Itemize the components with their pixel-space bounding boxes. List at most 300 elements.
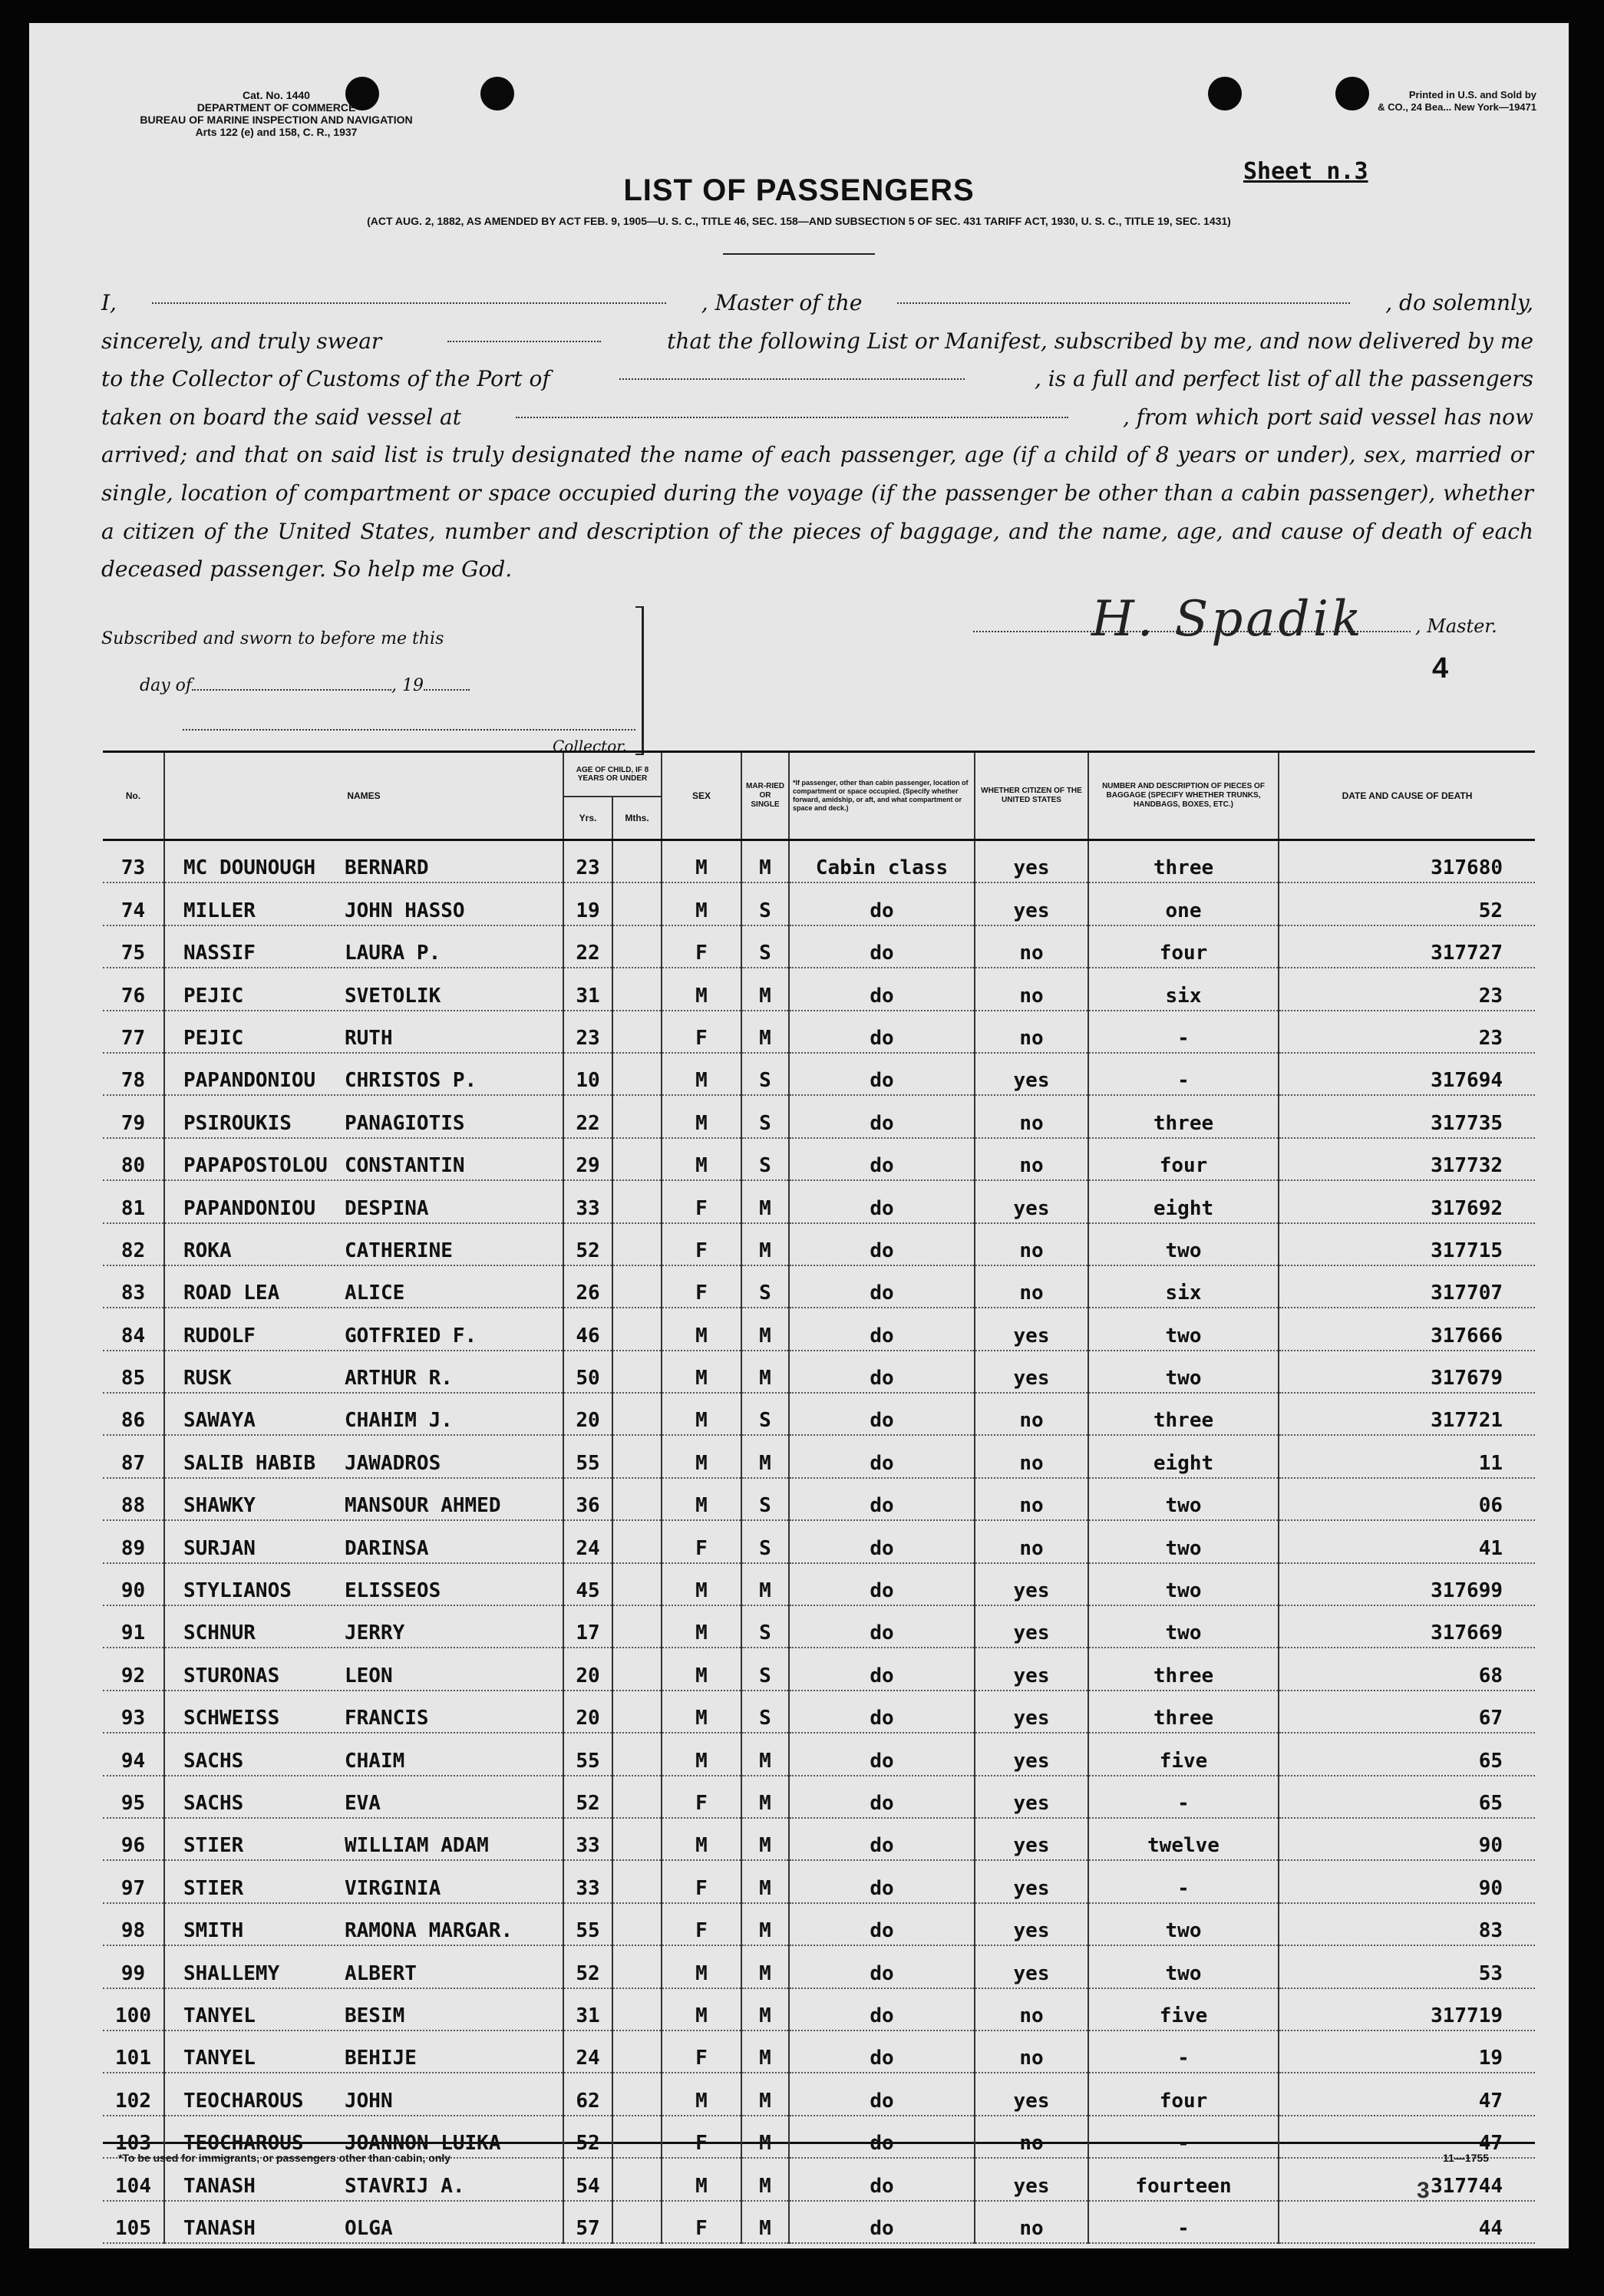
sex: F [662, 2201, 741, 2243]
passenger-name [164, 1095, 563, 1137]
given-name: JOANNON LUIKA [345, 2132, 501, 2156]
surname: SCHNUR [183, 1621, 256, 1645]
compartment-location: do [789, 1520, 975, 1562]
act-reference: (ACT AUG. 2, 1882, AS AMENDED BY ACT FEB. 9, 1905—U. S. C., TITLE 46, SEC. 158—AND SUBSECTION 5 OF SEC. 431 TARIFF ACT, 1930, U. S. C., TITLE 19, SEC. 1431) [367, 215, 1231, 227]
sex: M [662, 1733, 741, 1775]
baggage: two [1088, 1563, 1279, 1605]
surname: SHAWKY [183, 1494, 256, 1518]
age-months [612, 1818, 662, 1860]
passenger-number: 89 [103, 1520, 164, 1562]
age-years: 52 [563, 1223, 612, 1265]
age-months [612, 1138, 662, 1180]
sex: F [662, 1903, 741, 1945]
table-row [103, 2158, 1535, 2200]
age-months [612, 1308, 662, 1350]
marital-status: M [741, 1351, 789, 1393]
date-cause-of-death: 23 [1279, 968, 1535, 1010]
footnote: *To be used for immigrants, or passengers other than cabin, only [118, 2152, 451, 2164]
department-header [115, 89, 437, 138]
us-citizen: no [975, 2116, 1088, 2158]
compartment-location: do [789, 1945, 975, 1988]
sex: M [662, 968, 741, 1010]
age-months [612, 882, 662, 925]
marital-status: M [741, 1435, 789, 1477]
table-row [103, 2073, 1535, 2115]
baggage: two [1088, 1478, 1279, 1520]
us-citizen: no [975, 925, 1088, 968]
marital-status: S [741, 1478, 789, 1520]
given-name: MANSOUR AHMED [345, 1494, 501, 1518]
passenger-name [164, 1265, 563, 1308]
passenger-name [164, 1435, 563, 1477]
passenger-number: 85 [103, 1351, 164, 1393]
table-row [103, 2030, 1535, 2073]
date-cause-of-death: 53 [1279, 1945, 1535, 1988]
passenger-number: 84 [103, 1308, 164, 1350]
sex: F [662, 1860, 741, 1902]
passenger-name [164, 1860, 563, 1902]
baggage: four [1088, 925, 1279, 968]
sex: M [662, 1351, 741, 1393]
compartment-location: do [789, 1903, 975, 1945]
date-cause-of-death: 19 [1279, 2030, 1535, 2073]
passenger-name [164, 1138, 563, 1180]
passenger-number: 99 [103, 1945, 164, 1988]
table-row [103, 1308, 1535, 1350]
table-row [103, 1563, 1535, 1605]
baggage: eight [1088, 1180, 1279, 1222]
age-years: 45 [563, 1563, 612, 1605]
surname: TANASH [183, 2174, 256, 2198]
age-years: 55 [563, 1733, 612, 1775]
compartment-location: do [789, 1095, 975, 1137]
compartment-location: do [789, 1223, 975, 1265]
punch-hole [480, 77, 514, 111]
passenger-number: 75 [103, 925, 164, 968]
passenger-number: 74 [103, 882, 164, 925]
date-cause-of-death: 65 [1279, 1733, 1535, 1775]
compartment-location: do [789, 1138, 975, 1180]
compartment-location: do [789, 2201, 975, 2243]
compartment-location: do [789, 1351, 975, 1393]
passenger-name [164, 925, 563, 968]
sex: F [662, 2116, 741, 2158]
us-citizen: yes [975, 1605, 1088, 1648]
baggage: three [1088, 1648, 1279, 1690]
given-name: BEHIJE [345, 2047, 417, 2070]
surname: SALIB HABIB [183, 1451, 316, 1475]
passenger-name [164, 1351, 563, 1393]
age-years: 20 [563, 1648, 612, 1690]
passenger-number: 95 [103, 1776, 164, 1818]
passenger-name [164, 1605, 563, 1648]
age-months [612, 1180, 662, 1222]
us-citizen: yes [975, 1563, 1088, 1605]
collector-signature-line [183, 729, 635, 731]
compartment-location: do [789, 1733, 975, 1775]
table-row [103, 1095, 1535, 1137]
passenger-number: 86 [103, 1393, 164, 1435]
passenger-name [164, 2201, 563, 2243]
baggage: two [1088, 1903, 1279, 1945]
given-name: BESIM [345, 2004, 405, 2027]
given-name: ALBERT [345, 1961, 417, 1985]
compartment-location: do [789, 1478, 975, 1520]
baggage: four [1088, 2073, 1279, 2115]
age-years: 52 [563, 1776, 612, 1818]
passenger-name [164, 1691, 563, 1733]
date-cause-of-death: 317744 [1279, 2158, 1535, 2200]
marital-status: M [741, 1180, 789, 1222]
sex: M [662, 1988, 741, 2030]
marital-status: S [741, 882, 789, 925]
age-months [612, 1351, 662, 1393]
surname: PAPANDONIOU [183, 1069, 316, 1093]
baggage: four [1088, 1138, 1279, 1180]
us-citizen: yes [975, 1776, 1088, 1818]
form-number: 11—1755 [1443, 2152, 1489, 2164]
marital-status: M [741, 1011, 789, 1053]
passenger-number: 102 [103, 2073, 164, 2115]
age-years: 52 [563, 1945, 612, 1988]
age-months [612, 1223, 662, 1265]
compartment-location: do [789, 1563, 975, 1605]
passenger-number: 87 [103, 1435, 164, 1477]
passenger-number: 81 [103, 1180, 164, 1222]
sex: M [662, 1478, 741, 1520]
surname: PAPANDONIOU [183, 1196, 316, 1220]
compartment-location: do [789, 1691, 975, 1733]
date-cause-of-death: 06 [1279, 1478, 1535, 1520]
table-row [103, 1605, 1535, 1648]
age-months [612, 1691, 662, 1733]
age-years: 26 [563, 1265, 612, 1308]
compartment-location: do [789, 1393, 975, 1435]
age-years: 10 [563, 1053, 612, 1095]
passenger-number: 76 [103, 968, 164, 1010]
compartment-location: do [789, 1011, 975, 1053]
compartment-location: do [789, 1605, 975, 1648]
col-header-no: No. [103, 753, 164, 840]
passenger-number: 91 [103, 1605, 164, 1648]
given-name: BERNARD [345, 856, 429, 880]
departure-port-field [516, 398, 1068, 418]
given-name: JOHN HASSO [345, 899, 465, 922]
us-citizen: yes [975, 882, 1088, 925]
marital-status: M [741, 2158, 789, 2200]
sex: M [662, 1393, 741, 1435]
us-citizen: yes [975, 1648, 1088, 1690]
age-years: 46 [563, 1308, 612, 1350]
baggage: two [1088, 1308, 1279, 1350]
date-cause-of-death: 90 [1279, 1818, 1535, 1860]
age-months [612, 2116, 662, 2158]
age-months [612, 2073, 662, 2115]
baggage: two [1088, 1223, 1279, 1265]
age-years: 31 [563, 968, 612, 1010]
age-months [612, 1648, 662, 1690]
marital-status: S [741, 1605, 789, 1648]
date-field [192, 675, 391, 691]
page-number: 3 [1417, 2178, 1430, 2203]
marital-status: M [741, 1776, 789, 1818]
date-cause-of-death: 317707 [1279, 1265, 1535, 1308]
us-citizen: yes [975, 1351, 1088, 1393]
surname: STIER [183, 1834, 244, 1858]
handwritten-number: 4 [1432, 652, 1449, 685]
sex: F [662, 1011, 741, 1053]
us-citizen: yes [975, 2158, 1088, 2200]
age-months [612, 1520, 662, 1562]
table-row [103, 1351, 1535, 1393]
passenger-number: 105 [103, 2201, 164, 2243]
passenger-name [164, 1520, 563, 1562]
surname: SURJAN [183, 1536, 256, 1560]
bracket [635, 606, 644, 755]
table-row [103, 1945, 1535, 1988]
surname: TANYEL [183, 2004, 256, 2027]
given-name: CHAIM [345, 1749, 405, 1773]
col-header-age [563, 753, 662, 840]
age-months [612, 925, 662, 968]
passenger-number: 92 [103, 1648, 164, 1690]
date-cause-of-death: 23 [1279, 1011, 1535, 1053]
us-citizen: yes [975, 1691, 1088, 1733]
year-label: , 19 [391, 676, 424, 695]
marital-status: M [741, 2073, 789, 2115]
age-months [612, 1563, 662, 1605]
table-row [103, 1478, 1535, 1520]
baggage: two [1088, 1351, 1279, 1393]
col-header-citizen: WHETHER CITIZEN OF THE UNITED STATES [975, 753, 1088, 840]
passenger-name [164, 2073, 563, 2115]
sex: F [662, 1776, 741, 1818]
baggage: fourteen [1088, 2158, 1279, 2200]
age-months [612, 1393, 662, 1435]
sex: F [662, 925, 741, 968]
given-name: STAVRIJ A. [345, 2174, 465, 2198]
us-citizen: yes [975, 1945, 1088, 1988]
date-cause-of-death: 317699 [1279, 1563, 1535, 1605]
passenger-number: 97 [103, 1860, 164, 1902]
oath-text: , is a full and perfect list of all the passengers [1034, 366, 1533, 392]
subscribed-label: Subscribed and sworn to before me this [101, 629, 444, 648]
us-citizen: no [975, 1138, 1088, 1180]
age-years: 20 [563, 1393, 612, 1435]
marital-status: M [741, 1733, 789, 1775]
age-years: 33 [563, 1818, 612, 1860]
sworn-date [140, 675, 470, 695]
sex: M [662, 840, 741, 883]
marital-status: M [741, 1308, 789, 1350]
sex: M [662, 1691, 741, 1733]
given-name: CONSTANTIN [345, 1154, 465, 1178]
given-name: DARINSA [345, 1536, 429, 1560]
compartment-location: do [789, 882, 975, 925]
table-row [103, 925, 1535, 968]
passenger-name [164, 968, 563, 1010]
marital-status: S [741, 1393, 789, 1435]
regulation-reference: Arts 122 (e) and 158, C. R., 1937 [195, 126, 358, 138]
catalog-number: Cat. No. 1440 [243, 89, 310, 101]
surname: ROAD LEA [183, 1282, 280, 1305]
passenger-name [164, 1733, 563, 1775]
surname: TANYEL [183, 2047, 256, 2070]
date-cause-of-death: 68 [1279, 1648, 1535, 1690]
us-citizen: no [975, 1265, 1088, 1308]
passenger-number: 103 [103, 2116, 164, 2158]
table-row [103, 1265, 1535, 1308]
passenger-number: 82 [103, 1223, 164, 1265]
surname: PAPAPOSTOLOU [183, 1154, 328, 1178]
age-years: 24 [563, 2030, 612, 2073]
age-years: 29 [563, 1138, 612, 1180]
passenger-number: 73 [103, 840, 164, 883]
age-months [612, 1903, 662, 1945]
compartment-location: do [789, 1053, 975, 1095]
age-years: 33 [563, 1860, 612, 1902]
age-months [612, 968, 662, 1010]
us-citizen: yes [975, 1818, 1088, 1860]
age-years: 50 [563, 1351, 612, 1393]
compartment-location: do [789, 1818, 975, 1860]
date-cause-of-death: 90 [1279, 1860, 1535, 1902]
passenger-number: 80 [103, 1138, 164, 1180]
marital-status: S [741, 1691, 789, 1733]
col-header-baggage: NUMBER AND DESCRIPTION OF PIECES OF BAGGAGE (SPECIFY WHETHER TRUNKS, HANDBAGS, BOXES, ETC.) [1088, 753, 1279, 840]
given-name: RUTH [345, 1026, 393, 1050]
age-years: 23 [563, 840, 612, 883]
given-name: ELISSEOS [345, 1579, 441, 1603]
age-months [612, 1776, 662, 1818]
us-citizen: yes [975, 1733, 1088, 1775]
passenger-number: 79 [103, 1095, 164, 1137]
table-row [103, 968, 1535, 1010]
oath-text: , Master of the [701, 290, 863, 315]
compartment-location: do [789, 1860, 975, 1902]
date-cause-of-death: 47 [1279, 2116, 1535, 2158]
col-header-death: DATE AND CAUSE OF DEATH [1279, 753, 1535, 840]
us-citizen: yes [975, 1053, 1088, 1095]
passenger-name [164, 1011, 563, 1053]
oath-text: I, [101, 290, 117, 315]
surname: TANASH [183, 2216, 256, 2240]
table-row [103, 2201, 1535, 2243]
age-years: 22 [563, 925, 612, 968]
surname: SACHS [183, 1749, 244, 1773]
surname: TEOCHAROUS [183, 2089, 304, 2113]
marital-status: S [741, 925, 789, 968]
given-name: CHRISTOS P. [345, 1069, 477, 1093]
age-years: 22 [563, 1095, 612, 1137]
given-name: LEON [345, 1664, 393, 1687]
table-row [103, 1393, 1535, 1435]
year-field [424, 675, 470, 691]
passenger-name [164, 1478, 563, 1520]
passenger-number: 77 [103, 1011, 164, 1053]
surname: MILLER [183, 899, 256, 922]
age-years: 55 [563, 1903, 612, 1945]
oath-paragraph [101, 284, 1533, 589]
marital-status: M [741, 1818, 789, 1860]
us-citizen: no [975, 1393, 1088, 1435]
given-name: DESPINA [345, 1196, 429, 1220]
baggage: six [1088, 1265, 1279, 1308]
printer-header [1222, 89, 1536, 114]
table-row [103, 1053, 1535, 1095]
baggage: eight [1088, 1435, 1279, 1477]
us-citizen: no [975, 1223, 1088, 1265]
baggage: five [1088, 1733, 1279, 1775]
marital-status: M [741, 1988, 789, 2030]
age-years: 52 [563, 2116, 612, 2158]
given-name: VIRGINIA [345, 1876, 441, 1900]
date-cause-of-death: 317680 [1279, 840, 1535, 883]
passenger-number: 98 [103, 1903, 164, 1945]
oath-text: taken on board the said vessel at [101, 404, 461, 430]
sex: M [662, 1563, 741, 1605]
date-cause-of-death: 317719 [1279, 1988, 1535, 2030]
age-months [612, 1605, 662, 1648]
passenger-number: 90 [103, 1563, 164, 1605]
age-months [612, 1011, 662, 1053]
table-row [103, 840, 1535, 883]
marital-status: S [741, 1265, 789, 1308]
date-cause-of-death: 67 [1279, 1691, 1535, 1733]
port-field [619, 360, 965, 380]
given-name: GOTFRIED F. [345, 1324, 477, 1348]
passenger-name [164, 1903, 563, 1945]
sex: M [662, 1605, 741, 1648]
vessel-name-field [897, 284, 1350, 304]
table-row [103, 1776, 1535, 1818]
passenger-number: 94 [103, 1733, 164, 1775]
compartment-location: do [789, 2073, 975, 2115]
passenger-name [164, 1988, 563, 2030]
given-name: JOHN [345, 2089, 393, 2113]
given-name: PANAGIOTIS [345, 1111, 465, 1135]
marital-status: M [741, 2116, 789, 2158]
table-row [103, 1818, 1535, 1860]
surname: PSIROUKIS [183, 1111, 292, 1135]
given-name: LAURA P. [345, 942, 441, 965]
table-row [103, 1860, 1535, 1902]
given-name: OLGA [345, 2216, 393, 2240]
surname: STYLIANOS [183, 1579, 292, 1603]
marital-status: M [741, 2201, 789, 2243]
given-name: CATHERINE [345, 1239, 453, 1262]
sex: F [662, 1180, 741, 1222]
sex: M [662, 1818, 741, 1860]
oath-text: arrived; and that on said list is truly designated the name of each passenger, age (if a child of 8 years or under), sex, married or single, location of compartment or space occupied during the voyage (if the passenger be other than a cabin passenger), whether a citizen of the United States, number and description of the pieces of baggage, and the name, age, and cause of death of each deceased passenger. So help me God. [101, 442, 1533, 582]
table-row [103, 1223, 1535, 1265]
surname: PEJIC [183, 1026, 244, 1050]
passenger-name [164, 1308, 563, 1350]
sex: F [662, 1223, 741, 1265]
age-years: 23 [563, 1011, 612, 1053]
baggage: three [1088, 1095, 1279, 1137]
surname: RUDOLF [183, 1324, 256, 1348]
surname: NASSIF [183, 942, 256, 965]
marital-status: S [741, 1648, 789, 1690]
master-label: , Master. [1415, 615, 1497, 637]
surname: TEOCHAROUS [183, 2132, 304, 2156]
table-row [103, 1011, 1535, 1053]
age-years: 24 [563, 1520, 612, 1562]
passenger-number: 93 [103, 1691, 164, 1733]
compartment-location: do [789, 1776, 975, 1818]
baggage: - [1088, 2030, 1279, 2073]
